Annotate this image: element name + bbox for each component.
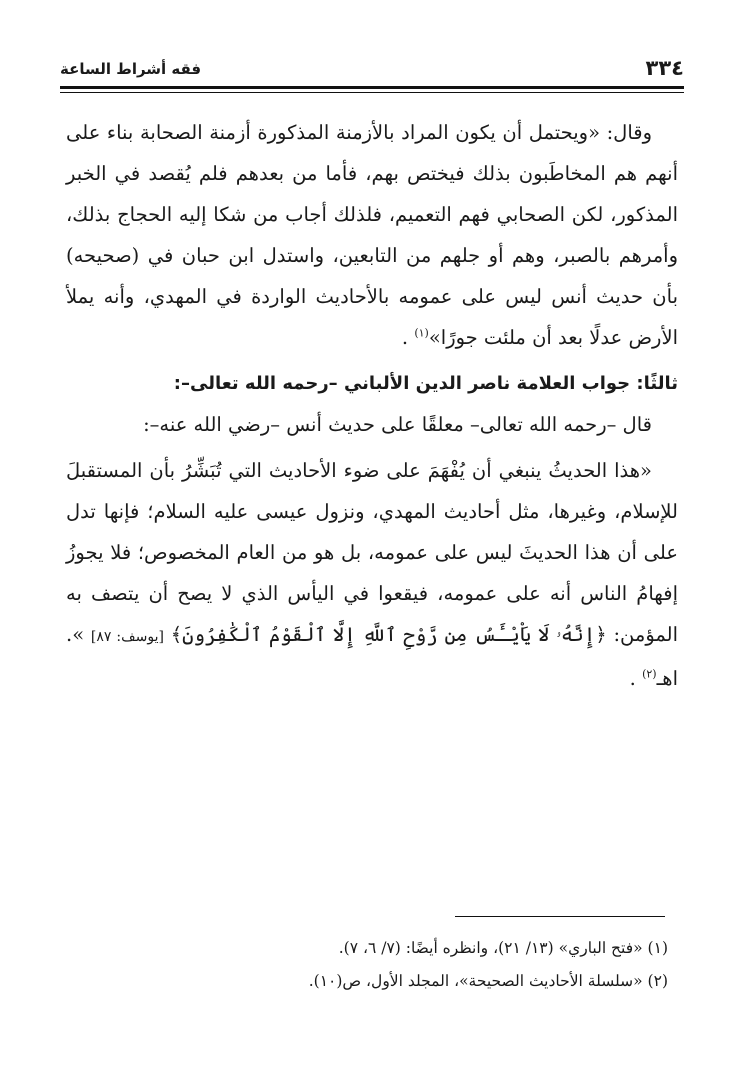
body-text — [66, 112, 678, 699]
quran-reference: [يوسف: ٨٧] — [90, 629, 164, 645]
footnotes — [60, 932, 668, 998]
footnote-2: (٢) «سلسلة الأحاديث الصحيحة»، المجلد الأول، ص(١٠). — [308, 972, 668, 990]
header-rule-thin — [60, 92, 684, 93]
paragraph-quote-1 — [66, 112, 678, 358]
footnote-ref-1[interactable]: (١) — [414, 326, 429, 340]
paragraph-3-text: «هذا الحديثُ ينبغي أن يُفْهَمَ على ضوء الأحاديث التي تُبَشِّرُ بأن المستقبلَ للإسلام، وغيرها، مثل أحاديث المهدي، ونزول عيسى عليه السلام؛ فإنها تدل على أن هذا الحديثَ ليس على عمومه، بل هو من العام المخصوص؛ فلا يجوزُ إفهامُ الناس أنه على عمومه، فيقعوا في اليأس الذي لا يصح أن يتصف به المؤمن: — [66, 459, 679, 646]
page-number: ٣٣٤ — [645, 56, 684, 80]
footnote-ref-2[interactable]: (٢) — [642, 667, 657, 681]
paragraph-3-end: ». اهـ — [66, 623, 678, 690]
footnote-separator — [455, 916, 665, 917]
paragraph-quote-2 — [66, 450, 678, 699]
quran-verse: ﴿إِنَّهُۥ لَا يَاْيْـَٔسُ مِن رَّوْحِ ٱللَّهِ إِلَّا ٱلْقَوْمُ ٱلْكَٰفِرُونَ﴾ — [170, 623, 607, 646]
section-heading: ثالثًا: جواب العلامة ناصر الدين الألباني –رحمه الله تعالى–: — [173, 373, 678, 394]
paragraph-3-close: . — [629, 667, 643, 690]
paragraph-1-text: وقال: «ويحتمل أن يكون المراد بالأزمنة المذكورة أزمنة الصحابة بناء على أنهم هم المخاطَبون بذلك فيختص بهم، فأما من بعدهم فلم يُقصد في الخبر المذكور، لكن الصحابي فهم التعميم، فلذلك أجاب من شكا إليه الحجاج بذلك، وأمرهم بالصبر، وهم أو جلهم من التابعين، واستدل ابن حبان في (صحيحه) بأن حديث أنس ليس على عمومه بالأحاديث الواردة في المهدي، وأنه يملأ الأرض عدلًا بعد أن ملئت جورًا» — [66, 121, 678, 349]
paragraph-intro: قال –رحمه الله تعالى– معلقًا على حديث أنس –رضي الله عنه–: — [143, 413, 652, 436]
header-rule-thick — [60, 86, 684, 89]
running-title: فقه أشراط الساعة — [60, 60, 202, 78]
footnote-1: (١) «فتح الباري» (١٣/ ٢١)، وانظره أيضًا: (٧/ ٦، ٧). — [338, 939, 668, 957]
paragraph-1-end: . — [401, 326, 415, 349]
page-header — [60, 54, 684, 84]
